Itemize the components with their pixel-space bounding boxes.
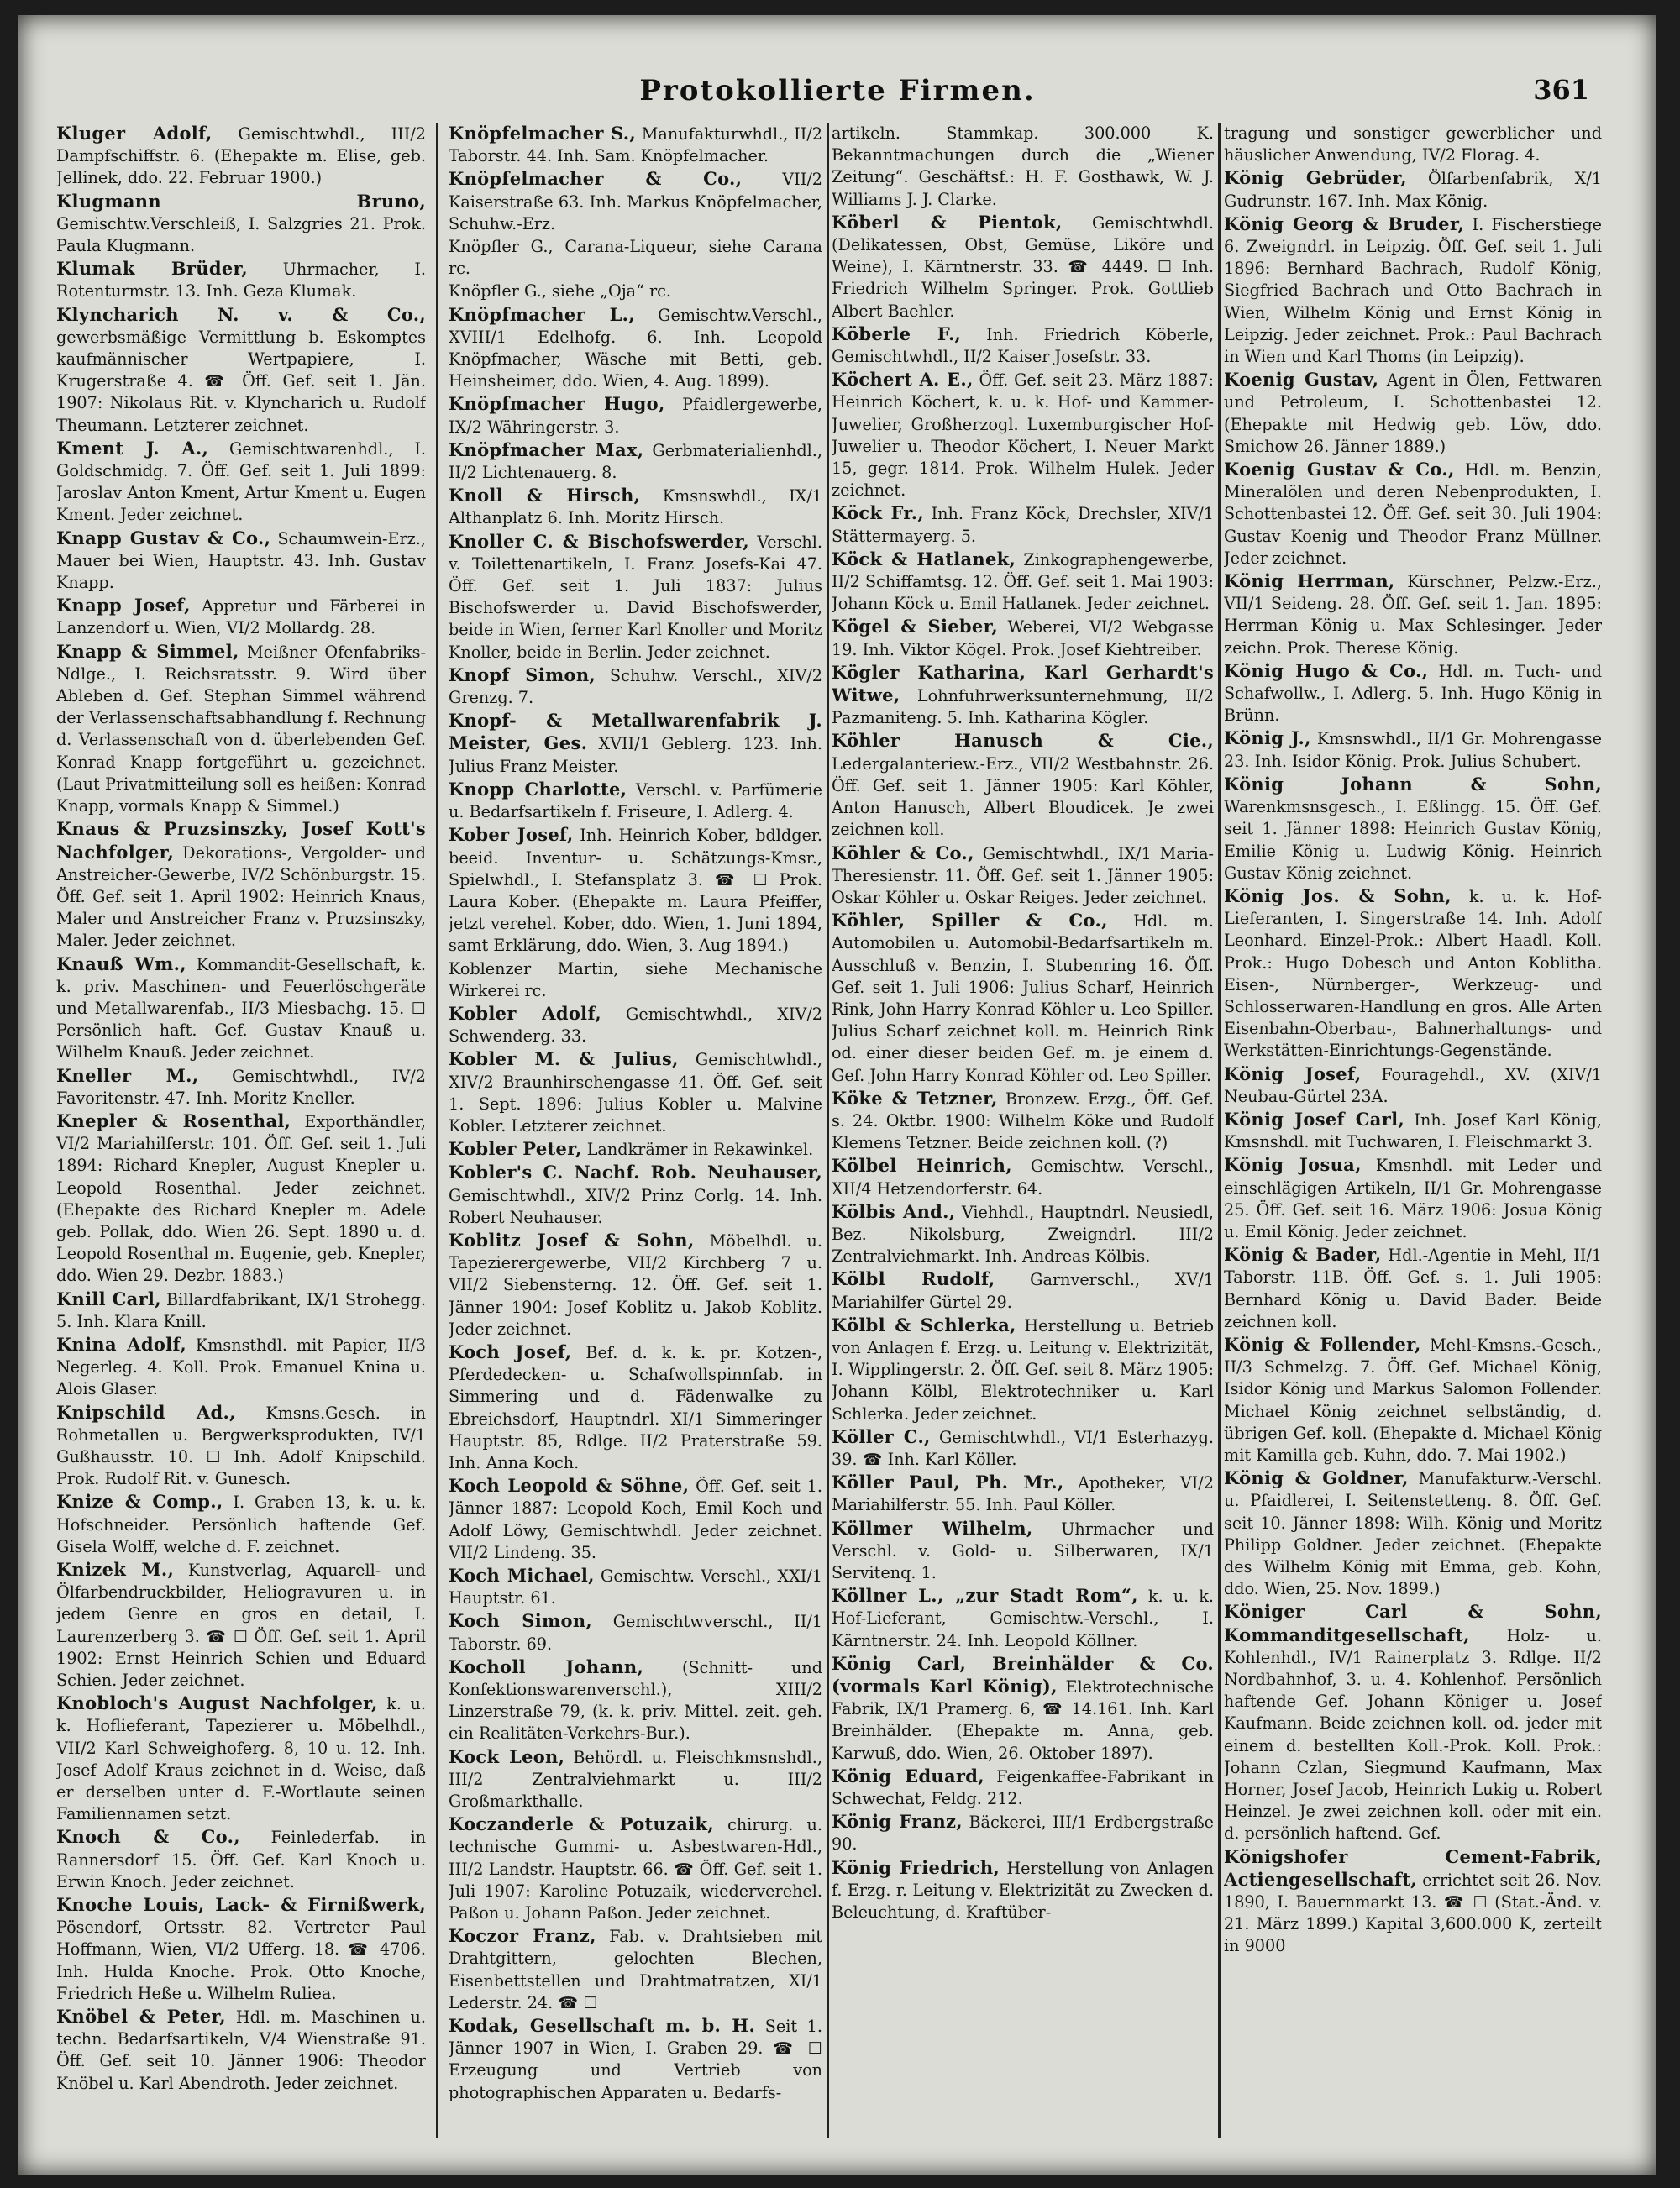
entry-description: Gemischtwarenhdl., I. Goldschmidg. 7. Öff. Gef. seit 1. Juli 1899: Jaroslav Anton Kment, Artur Kment u. Eugen Kment. Jeder zeichnet.	[56, 438, 426, 525]
firm-name: König Georg & Bruder,	[1224, 213, 1465, 234]
column-3	[832, 123, 1214, 2155]
directory-entry	[832, 1585, 1214, 1652]
entry-description: Gemischtwhdl., XIV/2 Schwenderg. 33.	[449, 1004, 822, 1047]
entry-description: Ölfarbenfabrik, X/1 Gudrunstr. 167. Inh. Max König.	[1224, 169, 1602, 211]
entry-description: Viehhdl., Hauptndrl. Neusiedl, Bez. Nikolsburg, Zweigndrl. III/2 Zentralviehmarkt. Inh. Andreas Kölbis.	[832, 1202, 1214, 1267]
entry-description: I. Graben 13, k. u. k. Hofschneider. Persönlich haftende Gef. Gisela Wolff, welche d. F. zeichnet.	[56, 1493, 426, 1556]
entry-description: Lohnfuhrwerksunternehmung, II/2 Pazmaniteng. 5. Inh. Katharina Kögler.	[832, 686, 1214, 728]
firm-name: Kobler's C. Nachf. Rob. Neuhauser,	[449, 1162, 822, 1183]
entry-description: k. u. k. Hof-Lieferanten, I. Singerstraße 14. Inh. Adolf Leonhard. Einzel-Prok.: Albert Haadl. Koll. Prok.: Hugo Dobesch und Anton Koblitha. Eisen-, Nürnberger-, Werkzeug- und Schlosserwaren-Handlung en gros. Alle Arten Eisenbahn-Oberbau-, Bahnerhaltungs- und Werkstätten-Einrichtungs-Gegenstände.	[1224, 886, 1602, 1061]
entry-description: Verschl. v. Parfümerie u. Bedarfsartikeln f. Friseure, I. Adlerg. 4.	[449, 779, 822, 822]
firm-name: Knöpfelmacher & Co.,	[449, 168, 743, 190]
directory-entry	[56, 818, 426, 952]
column-2	[449, 123, 822, 2155]
entry-description: Behördl. u. Fleischkmsnshdl., III/2 Zentralviehmarkt u. III/2 Großmarkthalle.	[449, 1747, 822, 1812]
directory-entry	[832, 1155, 1214, 1199]
firm-name: Klyncharich N. v. & Co.,	[56, 303, 426, 325]
page-number: 361	[1533, 74, 1589, 106]
directory-entry	[1224, 660, 1602, 727]
firm-name: Klugmann Bruno,	[56, 190, 426, 212]
firm-name: Knöpfmacher Hugo,	[449, 393, 665, 415]
entry-description: Manufakturwhdl., II/2 Taborstr. 44. Inh. Sam. Knöpfelmacher.	[449, 124, 822, 166]
firm-name: Knepler & Rosenthal,	[56, 1110, 291, 1131]
directory-entry	[1224, 123, 1602, 166]
directory-entry	[56, 953, 426, 1064]
entry-description: Ledergalanteriew.-Erz., VII/2 Westbahnstr. 26. Öff. Gef. seit 1. Jänner 1905: Karl Köhler, Anton Hanusch, Albert Bloudicek. Je zwei zeichnen koll.	[832, 753, 1214, 840]
firm-name: Königshofer Cement-Fabrik, Actiengesellschaft,	[1224, 1845, 1602, 1890]
firm-name: Koch Josef,	[449, 1341, 572, 1362]
directory-entry	[56, 641, 426, 818]
firm-name: König Herrman,	[1224, 570, 1395, 592]
directory-entry	[1224, 570, 1602, 659]
firm-name: Köke & Tetzner,	[832, 1087, 998, 1109]
directory-entry	[832, 1088, 1214, 1155]
firm-name: König & Bader,	[1224, 1244, 1382, 1266]
entry-description: Kunstverlag, Aquarell- und Ölfarbendruckbilder, Heliogravuren u. in jedem Genre en gros en detail, I. Laurenzerberg 3. ☎ ☐ Öff. Gef. seit 1. April 1902: Ernst Heinrich Schien und Eduard Schien. Jeder zeichnet.	[56, 1561, 426, 1691]
directory-entry	[56, 1894, 426, 2005]
directory-entry	[449, 304, 822, 393]
firm-name: Koczanderle & Potuzaik,	[449, 1813, 714, 1835]
entry-description: Gemischtwhdl., XIV/2 Braunhirschengasse 41. Öff. Gef. seit 1. Sept. 1896: Julius Kobler u. Malvine Kobler. Letzterer zeichnet.	[449, 1050, 822, 1136]
firm-name: Koczor Franz,	[449, 1925, 596, 1947]
entry-description: Gemischtw.Verschl., XVIII/1 Edelhofg. 6. Inh. Leopold Knöpfmacher, Wäsche mit Betti, geb. Heinsheimer, ddo. Wien, 4. Aug. 1899).	[449, 305, 822, 391]
entry-description: Gemischtw.Verschleiß, I. Salzgries 21. Prok. Paula Klugmann.	[56, 213, 426, 256]
firm-name: Köck Fr.,	[832, 502, 924, 524]
firm-name: Koch Leopold & Söhne,	[449, 1475, 690, 1497]
entry-description: Exporthändler, VI/2 Mariahilferstr. 101. Öff. Gef. seit 1. Juli 1894: Richard Knepler, August Knepler u. Leopold Rosenthal. Jeder zeichnet. (Ehepakte des Richard Knepler m. Adele geb. Pollak, ddo. Wien 26. Sept. 1890 u. d. Leopold Rosenthal m. Eugenie, geb. Knepler, ddo. Wien 29. Dezbr. 1883.)	[56, 1111, 426, 1286]
firm-name: Koch Simon,	[449, 1610, 593, 1632]
firm-name: König Carl, Breinhälder & Co. (vormals Karl König),	[832, 1652, 1214, 1697]
directory-entry	[449, 1925, 822, 2014]
firm-name: Knöbel & Peter,	[56, 2006, 226, 2028]
entry-description: Hdl.-Agentie in Mehl, II/1 Taborstr. 11B. Öff. Gef. s. 1. Juli 1905: Bernhard König u. David Bader. Beide zeichnen koll.	[1224, 1246, 1602, 1331]
directory-entry	[449, 439, 822, 484]
entry-description: Feinlederfab. in Rannersdorf 15. Öff. Gef. Karl Knoch u. Erwin Knoch. Jeder zeichnet.	[56, 1828, 426, 1892]
document-page	[18, 15, 1656, 2175]
directory-entry	[449, 1610, 822, 1655]
firm-name: Knapp & Simmel,	[56, 640, 239, 662]
entry-description: Gemischtw. Verschl., XII/4 Hetzendorferstr. 64.	[832, 1157, 1214, 1199]
entry-description: Kmsnswhdl., II/1 Gr. Mohrengasse 23. Inh. Isidor König. Prok. Julius Schubert.	[1224, 729, 1602, 771]
directory-entry	[1224, 727, 1602, 772]
entry-description: Manufakturw.-Verschl. u. Pfaidlerei, I. Seitenstetteng. 8. Öff. Gef. seit 10. Jänner 1898: Wilh. König und Moritz Philipp Goldner. Jeder zeichnet. (Ehepakte des Wilhelm König mit Emma, geb. Kohn, ddo. Wien, 25. Nov. 1899.)	[1224, 1469, 1602, 1599]
directory-entry	[449, 1813, 822, 1924]
firm-name: Koenig Gustav & Co.,	[1224, 459, 1455, 480]
directory-entry	[1224, 213, 1602, 368]
entry-description: Fouragehdl., XV. (XIV/1 Neubau-Gürtel 23A.	[1224, 1064, 1602, 1106]
directory-entry	[832, 1653, 1214, 1765]
entry-description: Fab. v. Drahtsieben mit Drahtgittern, gelochten Blechen, Eisenbettstellen und Drahtmatratzen, XI/1 Lederstr. 24. ☎ ☐	[449, 1927, 822, 2012]
directory-entry	[449, 1341, 822, 1474]
firm-name: Knopf- & Metallwarenfabrik J. Meister, Ges.	[449, 710, 822, 754]
directory-entry	[449, 236, 822, 280]
directory-entry	[56, 595, 426, 639]
directory-entry	[832, 548, 1214, 616]
firm-name: König Jos. & Sohn,	[1224, 884, 1452, 906]
column-1	[56, 123, 426, 2155]
firm-name: König Josef,	[1224, 1063, 1362, 1084]
firm-name: Kment J. A.,	[56, 437, 209, 459]
entry-description: Bäckerei, III/1 Erdbergstraße 90.	[832, 1813, 1214, 1855]
entry-description: Öff. Gef. seit 23. März 1887: Heinrich Köchert, k. u. k. Hof- und Kammer-Juwelier, Großherzogl. Luxemburgischer Hof-Juwelier u. Theodor Köchert, I. Neuer Markt 15, gegr. 1814. Prok. Wilhelm Hulek. Jeder zeichnet.	[832, 370, 1214, 501]
entry-description: Herstellung u. Betrieb von Anlagen f. Erzg. u. Leitung v. Elektrizität, I. Wipplingerstr. 2. Öff. Gef. seit 8. März 1905: Johann Kölbl, Elektrotechniker u. Karl Schlerka. Jeder zeichnet.	[832, 1315, 1214, 1424]
firm-name: Köberle F.,	[832, 323, 962, 344]
firm-name: Königer Carl & Sohn, Kommanditgesellschaft,	[1224, 1601, 1602, 1645]
directory-entry	[56, 191, 426, 258]
directory-entry	[832, 1314, 1214, 1425]
entry-description: Schuhw. Verschl., XIV/2 Grenzg. 7.	[449, 665, 822, 708]
firm-name: Knopp Charlotte,	[449, 778, 627, 800]
entry-description: Knöpfler G., siehe „Oja“ rc.	[449, 281, 672, 302]
firm-name: Köchert A. E.,	[832, 369, 974, 391]
directory-entry	[56, 1559, 426, 1692]
directory-entry	[56, 2006, 426, 2095]
page-header	[52, 74, 1623, 116]
entry-description: Kürschner, Pelzw.-Erz., VII/1 Seideng. 28. Öff. Gef. seit 1. Jan. 1895: Herrman König u. Max Schlesinger. Jeder zeichn. Prok. Therese König.	[1224, 572, 1602, 658]
directory-entry	[56, 1491, 426, 1558]
directory-entry	[449, 168, 822, 235]
directory-entry	[832, 1426, 1214, 1471]
firm-name: Kobler Peter,	[449, 1138, 582, 1160]
firm-name: Köllner L., „zur Stadt Rom“,	[832, 1585, 1138, 1607]
firm-name: Kober Josef,	[449, 824, 574, 846]
firm-name: Köck & Hatlanek,	[832, 548, 1016, 569]
firm-name: Köberl & Pientok,	[832, 211, 1063, 233]
directory-entry	[1224, 1109, 1602, 1153]
directory-entry	[832, 842, 1214, 910]
directory-entry	[832, 1472, 1214, 1516]
column-divider	[1218, 123, 1221, 2138]
firm-name: König Hugo & Co.,	[1224, 659, 1429, 681]
firm-name: Knöpfmacher L.,	[449, 303, 635, 325]
directory-entry	[449, 664, 822, 709]
directory-entry	[1224, 1154, 1602, 1243]
directory-entry	[56, 258, 426, 302]
entry-description: Billardfabrikant, IX/1 Strohegg. 5. Inh. Klara Knill.	[56, 1289, 426, 1331]
firm-name: König & Follender,	[1224, 1333, 1421, 1355]
firm-name: Kölbl & Schlerka,	[832, 1314, 1016, 1335]
entry-description: Uhrmacher und Verschl. v. Gold- u. Silberwaren, IX/1 Servitenq. 1.	[832, 1519, 1214, 1582]
entry-description: Seit 1. Jänner 1907 in Wien, I. Graben 29. ☎ ☐ Erzeugung und Vertrieb von photographischen Apparaten u. Bedarfs-	[449, 2017, 822, 2102]
firm-name: König Gebrüder,	[1224, 167, 1407, 189]
entry-description: Hdl. m. Automobilen u. Automobil-Bedarfsartikeln m. Ausschluß v. Benzin, I. Stubenring 16. Öff. Gef. seit 1. Juli 1906: Julius Scharf, Heinrich Rink, John Harry Konrad Köhler u. Leo Spiller. Julius Scharf zeichnet koll. m. Heinrich Rink od. einer dieser beiden Gef. m. je einem d. Gef. John Harry Konrad Köhler od. Leo Spiller.	[832, 911, 1214, 1085]
entry-description: Hdl. m. Benzin, Mineralölen und deren Nebenprodukten, I. Schottenbastei 12. Öff. Gef. seit 30. Juli 1904: Gustav Koenig und Theodor Franz Müllner. Jeder zeichnet.	[1224, 460, 1602, 568]
directory-entry	[832, 616, 1214, 660]
directory-entry	[449, 1138, 822, 1161]
entry-description: errichtet seit 26. Nov. 1890, I. Bauernmarkt 13. ☎ ☐ (Stat.-Änd. v. 21. März 1899.) Kapital 3,600.000 K, zerteilt in 9000	[1224, 1870, 1602, 1956]
entry-description: Pfaidlergewerbe, IX/2 Währingerstr. 3.	[449, 395, 822, 437]
entry-description: Elektrotechnische Fabrik, IX/1 Pramerg. 6, ☎ 14.161. Inh. Karl Breinhälder. (Ehepakte m. Anna, geb. Karwuß, ddo. Wien, 26. Oktober 1897).	[832, 1677, 1214, 1763]
directory-entry	[449, 123, 822, 167]
directory-entry	[832, 730, 1214, 841]
entry-description: Bef. d. k. k. pr. Kotzen-, Pferdedecken- u. Schafwollspinnfab. in Simmering und d. Fädenwalke zu Ebreichsdorf, Hauptndrl. XI/1 Simmeringer Hauptstr. 85, Rdlge. II/2 Praterstraße 59. Inh. Anna Koch.	[449, 1342, 822, 1472]
directory-entry	[56, 304, 426, 437]
entry-description: Kmsnsthdl. mit Papier, II/3 Negerleg. 4. Koll. Prok. Emanuel Knina u. Alois Glaser.	[56, 1335, 426, 1399]
directory-entry	[449, 710, 822, 778]
directory-entry	[1224, 1244, 1602, 1333]
firm-name: Knina Adolf,	[56, 1333, 186, 1355]
firm-name: Knizek M.,	[56, 1559, 175, 1580]
directory-entry	[56, 1692, 426, 1825]
firm-name: Kölbl Rudolf,	[832, 1268, 995, 1290]
firm-name: Köller C.,	[832, 1425, 931, 1447]
entry-description: Gemischtwhdl. (Delikatessen, Obst, Gemüse, Liköre und Weine), I. Kärntnerstr. 33. ☎ 4449. ☐ Inh. Friedrich Wilhelm Springer. Prok. Gottlieb Albert Baehler.	[832, 213, 1214, 321]
directory-entry	[449, 531, 822, 664]
directory-entry	[56, 1826, 426, 1893]
firm-name: Knoller C. & Bischofswerder,	[449, 530, 749, 552]
entry-description: I. Fischerstiege 6. Zweigndrl. in Leipzig. Öff. Gef. seit 1. Juli 1896: Bernhard Bachrach, Rudolf König, Siegfried Bachrach und Otto Bachrach in Wien, Wilhelm König und Ernst König in Leipzig. Jeder zeichnet. Prok.: Paul Bachrach in Wien und Karl Thoms (in Leipzig).	[1224, 214, 1602, 367]
firm-name: Knöpfmacher Max,	[449, 438, 644, 460]
directory-entry	[1224, 774, 1602, 884]
column-divider	[436, 123, 438, 2138]
firm-name: Knoche Louis, Lack- & Firnißwerk,	[56, 1894, 426, 1916]
entry-description: Gemischtw. Verschl., XXI/1 Hauptstr. 61.	[449, 1566, 822, 1608]
firm-name: Knipschild Ad.,	[56, 1401, 236, 1423]
firm-name: Kocholl Johann,	[449, 1655, 644, 1677]
entry-description: Dekorations-, Vergolder- und Anstreicher-Gewerbe, IV/2 Schönburgstr. 15. Öff. Gef. seit 1. April 1902: Heinrich Knaus, Maler und Anstreicher Franz v. Pruzsinszky, Maler. Jeder zeichnet.	[56, 842, 426, 951]
firm-name: Kölbel Heinrich,	[832, 1155, 1012, 1177]
entry-description: XVII/1 Geblerg. 123. Inh. Julius Franz Meister.	[449, 734, 822, 776]
firm-name: Köller Paul, Ph. Mr.,	[832, 1472, 1064, 1493]
directory-entry	[1224, 459, 1602, 569]
entry-description: Zinkographengewerbe, II/2 Schiffamtsg. 12. Öff. Gef. seit 1. Mai 1903: Johann Köck u. Emil Hatlanek. Jeder zeichnet.	[832, 549, 1214, 614]
entry-description: Inh. Franz Köck, Drechsler, XIV/1 Stättermayerg. 5.	[832, 504, 1214, 546]
entry-description: Gemischtwverschl., II/1 Taborstr. 69.	[449, 1612, 822, 1654]
directory-entry	[449, 1656, 822, 1745]
directory-entry	[832, 1518, 1214, 1585]
page-title: Protokollierte Firmen.	[639, 74, 1036, 108]
directory-entry	[449, 779, 822, 823]
entry-description: Hdl. m. Tuch- und Schafwollw., I. Adlerg. 5. Inh. Hugo König in Brünn.	[1224, 661, 1602, 726]
entry-description: Öff. Gef. seit 1. Jänner 1887: Leopold Koch, Emil Koch und Adolf Löwy, Gemischtwhdl. Jeder zeichnet. VII/2 Lindeng. 35.	[449, 1477, 822, 1562]
entry-description: Uhrmacher, I. Rotenturmstr. 13. Inh. Geza Klumak.	[56, 260, 426, 302]
entry-description: Gemischtwhdl., IV/2 Favoritenstr. 47. Inh. Moritz Kneller.	[56, 1066, 426, 1108]
directory-entry	[832, 502, 1214, 547]
firm-name: Knoll & Hirsch,	[449, 485, 641, 506]
firm-name: Knobloch's August Nachfolger,	[56, 1692, 378, 1714]
directory-entry	[56, 1288, 426, 1333]
firm-name: König Franz,	[832, 1811, 963, 1833]
firm-name: Köhler, Spiller & Co.,	[832, 910, 1108, 931]
entry-description: Herstellung von Anlagen f. Erzg. r. Leitung v. Elektrizität zu Zwecken d. Beleuchtung, d. Kraftüber-	[832, 1858, 1214, 1923]
entry-description: gewerbsmäßige Vermittlung b. Eskomptes kaufmännischer Wertpapiere, I. Krugerstraße 4. ☎ Öff. Gef. seit 1. Jän. 1907: Nikolaus Rit. v. Klyncharich u. Rudolf Theumann. Letzterer zeichnet.	[56, 327, 426, 435]
entry-description: k. u. k. Hoflieferant, Tapezierer u. Möbelhdl., VII/2 Karl Schweighoferg. 8, 10 u. 12. Inh. Josef Adolf Kraus zeichnet in d. Weise, daß er derselben unter d. F.-Wortlaute seinen Familiennamen setzt.	[56, 1694, 426, 1824]
entry-description: tragung und sonstiger gewerblicher und häuslicher Anwendung, IV/2 Florag. 4.	[1224, 123, 1602, 165]
directory-entry	[1224, 1334, 1602, 1467]
entry-description: artikeln. Stammkap. 300.000 K. Bekanntmachungen durch die „Wiener Zeitung“. Geschäftsf.: H. F. Gosthawk, W. J. Williams J. J. Clarke.	[832, 123, 1214, 209]
firm-name: Kögel & Sieber,	[832, 616, 999, 638]
directory-entry	[832, 662, 1214, 730]
entry-description: Hdl. m. Maschinen u. techn. Bedarfsartikeln, V/4 Wienstraße 91. Öff. Gef. seit 10. Jänner 1906: Theodor Knöbel u. Karl Abendroth. Jeder zeichnet.	[56, 2007, 426, 2093]
firm-name: Kodak, Gesellschaft m. b. H.	[449, 2015, 756, 2037]
firm-name: Knoch & Co.,	[56, 1826, 240, 1848]
entry-description: Koblenzer Martin, siehe Mechanische Wirkerei rc.	[449, 958, 822, 1000]
entry-description: Appretur und Färberei in Lanzendorf u. Wien, VI/2 Mollardg. 28.	[56, 596, 426, 638]
entry-description: Gerbmaterialienhdl., II/2 Lichtenauerg. 8.	[449, 440, 822, 483]
firm-name: König Josua,	[1224, 1154, 1362, 1176]
directory-entry	[449, 1003, 822, 1047]
entry-description: Gemischtwhdl., VI/1 Esterhazyg. 39. ☎ Inh. Karl Köller.	[832, 1427, 1214, 1469]
firm-name: König J.,	[1224, 727, 1311, 749]
firm-name: König & Goldner,	[1224, 1467, 1409, 1489]
directory-entry	[832, 1201, 1214, 1268]
directory-entry	[832, 1766, 1214, 1810]
directory-entry	[56, 527, 426, 595]
directory-entry	[832, 212, 1214, 323]
directory-entry	[1224, 369, 1602, 458]
entry-description: (Schnitt- und Konfektionswarenverschl.), XIII/2 Linzerstraße 79, (k. k. priv. Mittel. zeit. geh. ein Realitäten-Verkehrs-Bur.).	[449, 1657, 822, 1744]
entry-description: Inh. Heinrich Kober, bdldger. beeid. Inventur- u. Schätzungs-Kmsr., Spielwhdl., I. Stefansplatz 3. ☎ ☐ Prok. Laura Kober. (Ehepakte m. Laura Pfeiffer, jetzt verehel. Kober, ddo. Wien, 1. Juni 1894, samt Erklärung, ddo. Wien, 3. Aug 1894.)	[449, 826, 822, 956]
entry-description: Gemischtwhdl., XIV/2 Prinz Corlg. 14. Inh. Robert Neuhauser.	[449, 1185, 822, 1227]
entry-description: Landkrämer in Rekawinkel.	[581, 1140, 814, 1160]
entry-description: Warenkmsnsgesch., I. Eßlingg. 15. Öff. Gef. seit 1. Jänner 1898: Heinrich Gustav König, Emilie König u. Ludwig König. Heinrich Gustav König zeichnet.	[1224, 797, 1602, 883]
firm-name: König Friedrich,	[832, 1856, 1000, 1878]
directory-entry	[56, 123, 426, 190]
directory-entry	[832, 123, 1214, 211]
entry-description: Inh. Friedrich Köberle, Gemischtwhdl., II/2 Kaiser Josefstr. 33.	[832, 324, 1214, 367]
firm-name: Kneller M.,	[56, 1064, 199, 1086]
entry-description: VII/2 Kaiserstraße 63. Inh. Markus Knöpfelmacher, Schuhw.-Erz.	[449, 170, 822, 233]
firm-name: Knapp Josef,	[56, 595, 191, 617]
firm-name: Knaus & Pruzsinszky, Josef Kott's Nachfolger,	[56, 818, 426, 863]
firm-name: Kock Leon,	[449, 1745, 565, 1767]
directory-entry	[449, 1475, 822, 1564]
entry-description: Bronzew. Erzg., Öff. Gef. s. 24. Oktbr. 1900: Wilhelm Köke und Rudolf Klemens Tetzner. Beide zeichnen koll. (?)	[832, 1089, 1214, 1153]
directory-entry	[56, 1065, 426, 1110]
firm-name: Koenig Gustav,	[1224, 369, 1379, 391]
entry-description: Kmsns.Gesch. in Rohmetallen u. Bergwerksprodukten, IV/1 Gußhausstr. 10. ☐ Inh. Adolf Knipschild. Prok. Rudolf Rit. v. Gunesch.	[56, 1403, 426, 1489]
firm-name: Koblitz Josef & Sohn,	[449, 1229, 695, 1251]
directory-entry	[449, 824, 822, 957]
directory-entry	[449, 1746, 822, 1813]
firm-name: Köllmer Wilhelm,	[832, 1517, 1033, 1539]
directory-entry	[1224, 1601, 1602, 1844]
directory-entry	[449, 1565, 822, 1609]
directory-entry	[1224, 1063, 1602, 1108]
firm-name: Knapp Gustav & Co.,	[56, 527, 271, 548]
directory-entry	[56, 1110, 426, 1288]
firm-name: Köhler Hanusch & Cie.,	[832, 730, 1214, 752]
directory-entry	[449, 958, 822, 1002]
directory-entry	[56, 438, 426, 527]
entry-description: Pösendorf, Ortsstr. 82. Vertreter Paul Hoffmann, Wien, VI/2 Ufferg. 18. ☎ 4706. Inh. Hulda Knoche. Prok. Otto Knoche, Friedrich Heße u. Wilhelm Ruliea.	[56, 1918, 426, 2003]
firm-name: Koch Michael,	[449, 1565, 595, 1586]
entry-description: Weberei, VI/2 Webgasse 19. Inh. Viktor Kögel. Prok. Josef Kiehtreiber.	[832, 617, 1214, 659]
entry-description: Kmsnhdl. mit Leder und einschlägigen Artikeln, II/1 Gr. Mohrengasse 25. Öff. Gef. seit 16. März 1906: Josua König u. Emil König. Jeder zeichnet.	[1224, 1156, 1602, 1241]
firm-name: Köhler & Co.,	[832, 842, 974, 863]
entry-description: Apotheker, VI/2 Mariahilferstr. 55. Inh. Paul Köller.	[832, 1473, 1214, 1515]
column-4	[1224, 123, 1602, 2155]
directory-entry	[832, 1268, 1214, 1313]
firm-name: Kölbis And.,	[832, 1200, 956, 1222]
directory-entry	[449, 1162, 822, 1229]
entry-description: Schaumwein-Erz., Mauer bei Wien, Hauptstr. 43. Inh. Gustav Knapp.	[56, 528, 426, 593]
directory-entry	[832, 910, 1214, 1087]
entry-description: k. u. k. Hof-Lieferant, Gemischtw.-Verschl., I. Kärntnerstr. 24. Inh. Leopold Köllner.	[832, 1587, 1214, 1650]
directory-entry	[449, 1048, 822, 1137]
directory-entry	[832, 369, 1214, 501]
firm-name: König Josef Carl,	[1224, 1108, 1404, 1130]
entry-description: Gemischtwhdl., IX/1 Maria-Theresienstr. 11. Öff. Gef. seit 1. Jänner 1905: Oskar Köhler u. Oskar Reiges. Jeder zeichnet.	[832, 843, 1214, 907]
firm-name: Knize & Comp.,	[56, 1491, 223, 1513]
directory-entry	[1224, 885, 1602, 1063]
directory-entry	[832, 1811, 1214, 1855]
firm-name: Kögler Katharina, Karl Gerhardt's Witwe,	[832, 661, 1214, 706]
directory-entry	[832, 1857, 1214, 1924]
directory-entry	[56, 1334, 426, 1401]
firm-name: König Eduard,	[832, 1765, 984, 1787]
firm-name: Knöpfelmacher S.,	[449, 123, 637, 144]
directory-entry	[449, 1230, 822, 1341]
firm-name: Kluger Adolf,	[56, 123, 213, 144]
entry-description: Holz- u. Kohlenhdl., IV/1 Rainerplatz 3. Rdlge. II/2 Nordbahnhof, 3. u. 4. Kohlenhof. Persönlich haftende Gef. Johann Königer u. Josef Kaufmann. Beide zeichnen koll. od. jeder mit einem d. bestellten Koll.-Prok. Koll. Prok.: Johann Czlan, Siegmund Kaufmann, Max Horner, Josef Jacob, Heinrich Lukig u. Robert Heinzel. Je zwei zeichnen koll. oder mit ein. d. persönlich haftend. Gef.	[1224, 1625, 1602, 1844]
directory-entry	[449, 281, 822, 302]
entry-description: chirurg. u. technische Gummi- u. Asbestwaren-Hdl., III/2 Landstr. Hauptstr. 66. ☎ Öff. Gef. seit 1. Juli 1907: Karoline Potuzaik, wiederverehel. Paßon u. Johann Paßon. Jeder zeichnet.	[449, 1815, 822, 1923]
entry-description: Garnverschl., XV/1 Mariahilfer Gürtel 29.	[832, 1270, 1214, 1312]
directory-entry	[1224, 1846, 1602, 1958]
firm-name: Kobler Adolf,	[449, 1002, 601, 1024]
entry-description: Kmsnswhdl., IX/1 Althanplatz 6. Inh. Moritz Hirsch.	[449, 486, 822, 528]
firm-name: Kobler M. & Julius,	[449, 1048, 679, 1070]
firm-name: Knill Carl,	[56, 1288, 161, 1309]
entry-description: Mehl-Kmsns.-Gesch., II/3 Schmelzg. 7. Öff. Gef. Michael König, Isidor König und Markus Salomon Follender. Michael König zeichnet selbständig, d. übrigen Gef. koll. (Ehepakte d. Michael König mit Kamilla geb. Kuhn, ddo. 7. Mai 1902.)	[1224, 1335, 1602, 1465]
entry-description: Kommandit-Gesellschaft, k. k. priv. Maschinen- und Feuerlöschgeräte und Metallwarenfab., II/3 Miesbachg. 15. ☐ Persönlich haft. Gef. Gustav Knauß u. Wilhelm Knauß. Jeder zeichnet.	[56, 954, 426, 1063]
directory-entry	[449, 485, 822, 529]
directory-entry	[449, 2015, 822, 2104]
column-divider	[827, 123, 829, 2138]
entry-description: Knöpfler G., Carana-Liqueur, siehe Carana rc.	[449, 237, 822, 279]
directory-entry	[449, 393, 822, 438]
entry-description: Agent in Ölen, Fettwaren und Petroleum, I. Schottenbastei 12. (Ehepakte mit Hedwig geb. Löw, ddo. Smichow 26. Jänner 1889.)	[1224, 370, 1602, 456]
firm-name: Klumak Brüder,	[56, 258, 248, 280]
entry-description: Meißner Ofenfabriks-Ndlge., I. Reichsratsstr. 9. Wird über Ableben d. Gef. Stephan Simmel während der Verlassenschaftsabhandlung f. Rechnung d. Verlassenschaft von d. überlebenden Gef. Konrad Knapp fortgeführt u. gezeichnet. (Laut Privatmitteilung soll es heißen: Konrad Knapp, vormals Knapp & Simmel.)	[56, 642, 426, 816]
directory-entry	[1224, 1467, 1602, 1600]
firm-name: Knopf Simon,	[449, 664, 596, 685]
entry-description: Möbelhdl. u. Tapezierergewerbe, VII/2 Kirchberg 7 u. VII/2 Siebensterng. 12. Öff. Gef. seit 1. Jänner 1904: Josef Koblitz u. Jakob Koblitz. Jeder zeichnet.	[449, 1230, 822, 1339]
directory-entry	[1224, 167, 1602, 212]
directory-entry	[56, 1402, 426, 1491]
entry-description: Gemischtwhdl., III/2 Dampfschiffstr. 6. (Ehepakte m. Elise, geb. Jellinek, ddo. 22. Februar 1900.)	[56, 124, 426, 188]
entry-description: Feigenkaffee-Fabrikant in Schwechat, Feldg. 212.	[832, 1766, 1214, 1809]
firm-name: König Johann & Sohn,	[1224, 773, 1602, 795]
entry-description: Inh. Josef Karl König, Kmsnshdl. mit Tuchwaren, I. Fleischmarkt 3.	[1224, 1110, 1602, 1152]
firm-name: Knauß Wm.,	[56, 952, 186, 974]
directory-entry	[832, 323, 1214, 368]
entry-description: Verschl. v. Toilettenartikeln, I. Franz Josefs-Kai 47. Öff. Gef. seit 1. Juli 1837: Julius Bischofswerder u. David Bischofswerder, beide in Wien, ferner Karl Knoller und Moritz Knoller, beide in Berlin. Jeder zeichnet.	[449, 532, 822, 662]
